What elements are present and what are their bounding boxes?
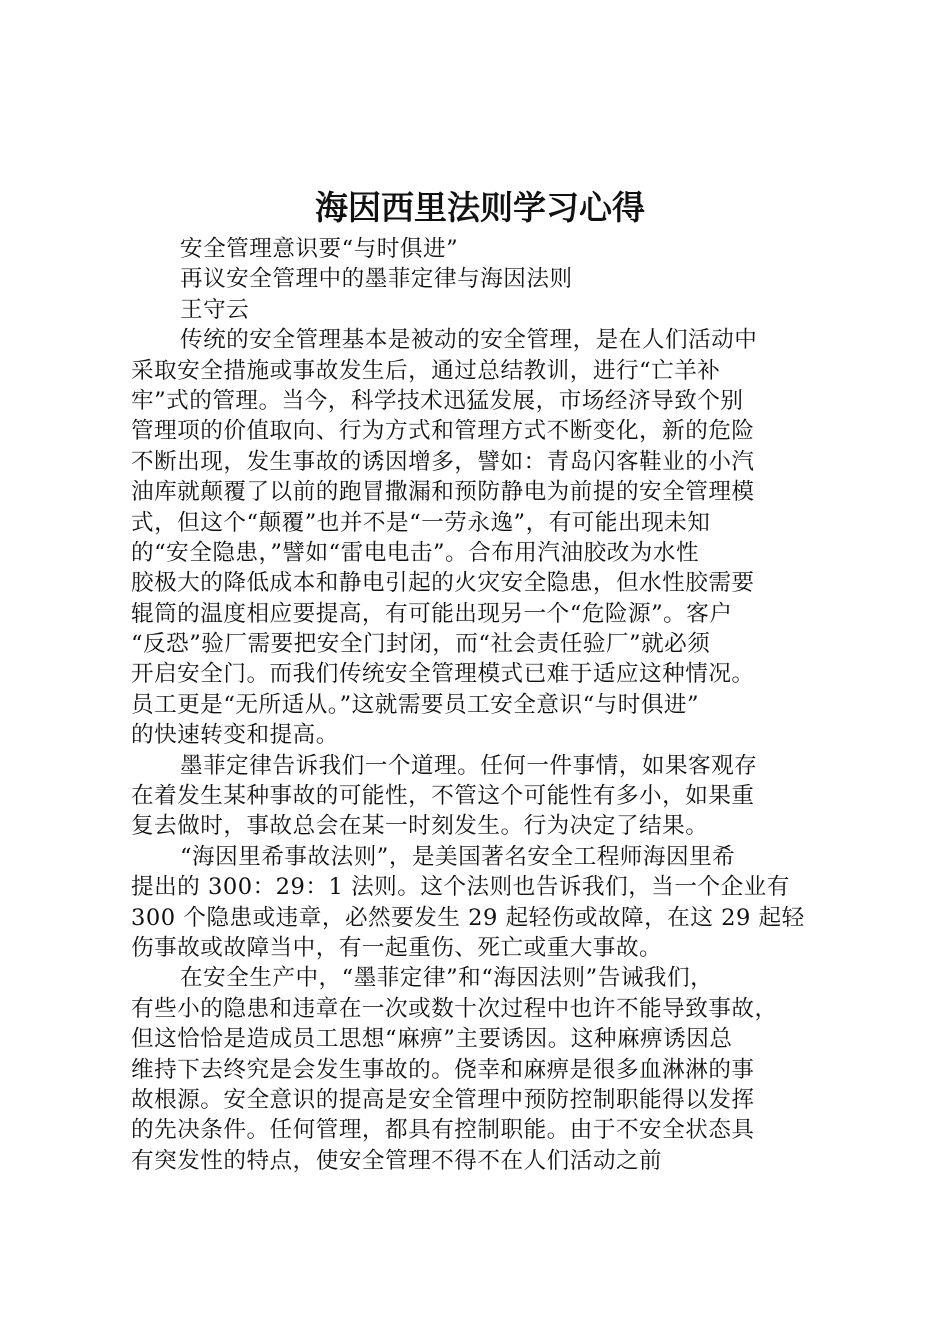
text-line: 维持下去终究是会发生事故的。侥幸和麻痹是很多血淋淋的事 <box>131 1056 755 1083</box>
text-line: 300 个隐患或违章，必然要发生 29 起轻伤或故障，在这 29 起轻 <box>131 904 805 931</box>
text-line: 式，但这个“颠覆”也并不是“一劳永逸”，有可能出现未知 <box>131 509 711 536</box>
text-line: 开启安全门。而我们传统安全管理模式已难于适应这种情况。 <box>131 661 755 688</box>
text-line: 故根源。安全意识的提高是安全管理中预防控制职能得以发挥 <box>131 1086 755 1113</box>
text-line: 复去做时，事故总会在某一时刻发生。行为决定了结果。 <box>131 813 709 840</box>
text-line: 但这恰恰是造成员工思想“麻痹”主要诱因。这种麻痹诱因总 <box>131 1026 733 1053</box>
text-line: “反恐”验厂需要把安全门封闭，而“社会责任验厂”就必须 <box>131 631 711 658</box>
text-line: “海因里希事故法则”，是美国著名安全工程师海因里希 <box>180 843 736 870</box>
text-line: 油库就颠覆了以前的跑冒撒漏和预防静电为前提的安全管理模 <box>131 479 755 506</box>
text-line: 在安全生产中，“墨菲定律”和“海因法则”告诫我们， <box>180 965 714 992</box>
text-line: 牢”式的管理。当今，科学技术迅猛发展，市场经济导致个别 <box>131 387 744 414</box>
text-line: 的先决条件。任何管理，都具有控制职能。由于不安全状态具 <box>131 1117 755 1144</box>
text-line: 不断出现，发生事故的诱因增多，譬如：青岛闪客鞋业的小汽 <box>131 448 755 475</box>
text-line: 提出的 300：29：1 法则。这个法则也告诉我们，当一个企业有 <box>131 874 790 901</box>
text-line: 有突发性的特点，使安全管理不得不在人们活动之前 <box>131 1147 663 1174</box>
text-line: 伤事故或故障当中，有一起重伤、死亡或重大事故。 <box>131 934 663 961</box>
text-line: 管理项的价值取向、行为方式和管理方式不断变化，新的危险 <box>131 418 755 445</box>
text-line: 胶极大的降低成本和静电引起的火灾安全隐患，但水性胶需要 <box>131 570 755 597</box>
document-title: 海因西里法则学习心得 <box>315 188 645 227</box>
text-line: 在着发生某种事故的可能性，不管这个可能性有多小，如果重 <box>131 783 755 810</box>
text-line: 墨菲定律告诉我们一个道理。任何一件事情，如果客观存 <box>180 752 758 779</box>
text-line: 王守云 <box>180 296 250 323</box>
text-line: 的快速转变和提高。 <box>131 722 339 749</box>
text-line: 采取安全措施或事故发生后，通过总结教训，进行“亡羊补 <box>131 357 721 384</box>
text-line: 再议安全管理中的墨菲定律与海因法则 <box>180 266 573 293</box>
text-line: 的“安全隐患，”譬如“雷电电击”。合布用汽油胶改为水性 <box>131 539 700 566</box>
text-line: 安全管理意识要“与时俱进” <box>180 236 459 262</box>
text-line: 员工更是“无所适从。”这就需要员工安全意识“与时俱进” <box>131 691 700 718</box>
text-line: 辊筒的温度相应要提高，有可能出现另一个“危险源”。客户 <box>131 600 733 627</box>
text-line: 有些小的隐患和违章在一次或数十次过程中也许不能导致事故， <box>131 995 778 1022</box>
document-body <box>131 234 831 1176</box>
text-line: 传统的安全管理基本是被动的安全管理，是在人们活动中 <box>180 327 758 354</box>
